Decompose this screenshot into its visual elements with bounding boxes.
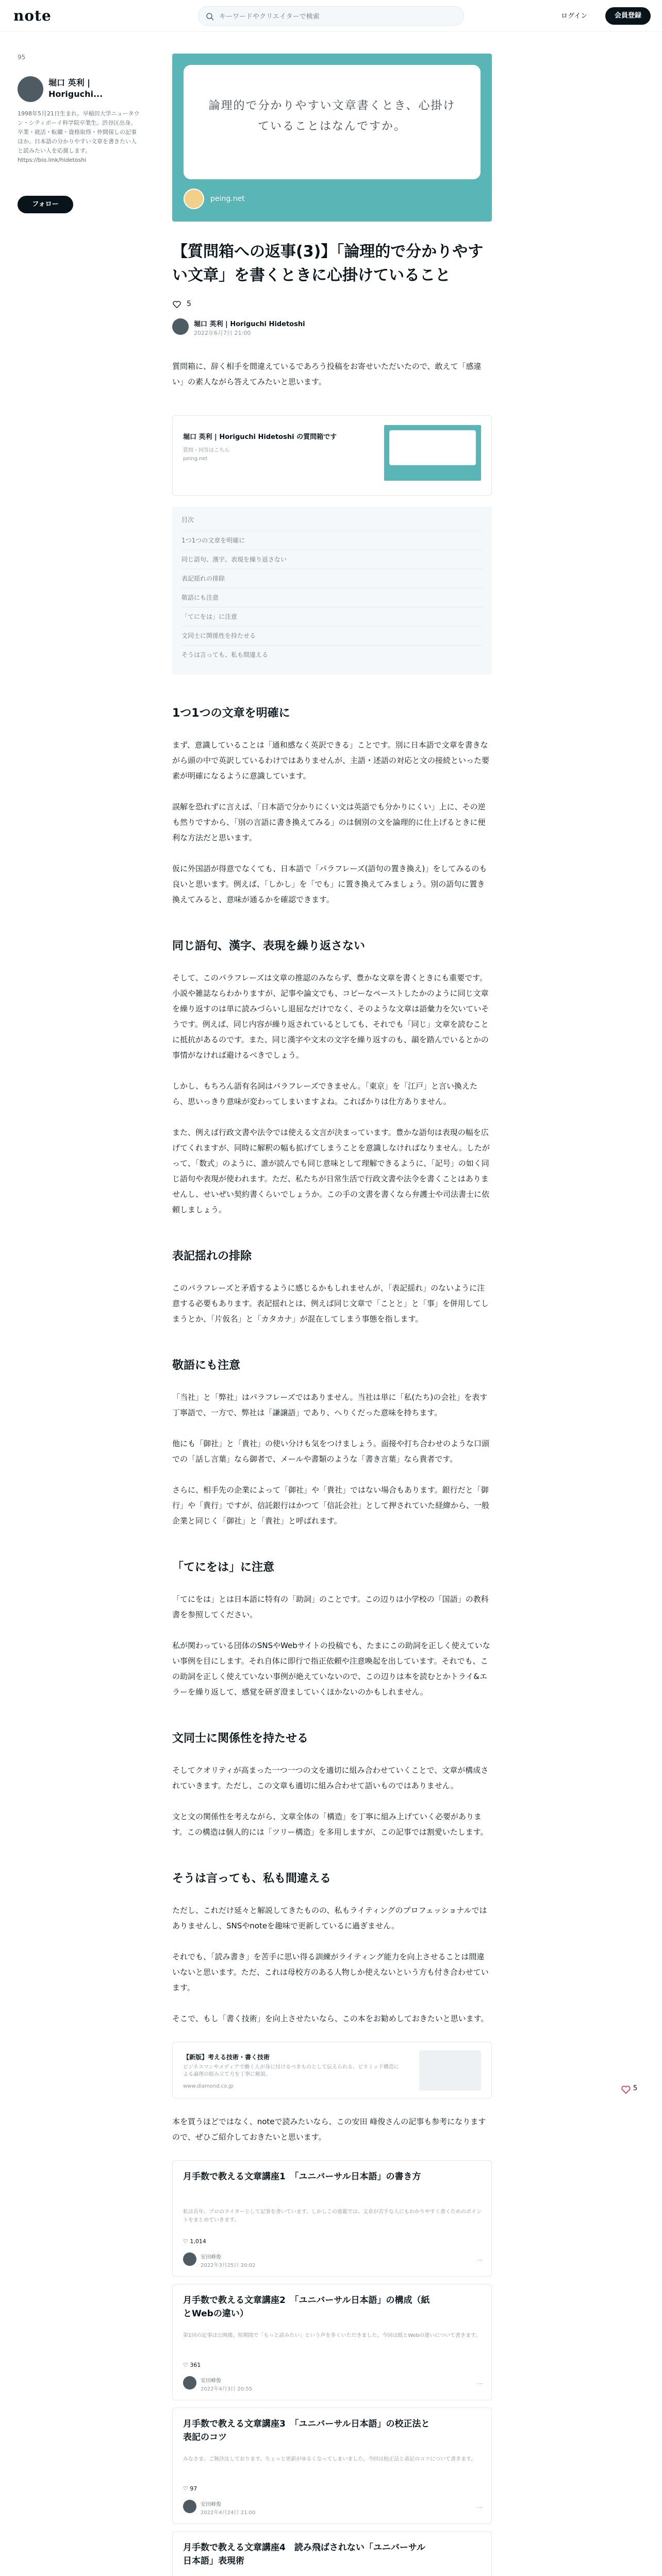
signup-button[interactable]: 会員登録 [605, 7, 651, 25]
table-of-contents [172, 507, 492, 674]
heart-icon[interactable] [172, 300, 181, 309]
author-sidebar [18, 54, 141, 208]
body-paragraph: 誤解を恐れずに言えば、「日本語で分かりにくい文は英語でも分かりにくい」上に、その逆も然りですから、「別の言語に書き換えてみる」のは個別の文を論理的に仕上げるときに便利な方法だと思います。 [172, 802, 486, 842]
note-card-title: 月手数で教える文章講座3 「ユニバーサル日本語」の校正法と表記のコツ [183, 2419, 430, 2443]
body-paragraph: そして、このパラフレーズは文章の推認のみならず、豊かな文章を書くときにも重要です。小説や雑誌ならわかりますが、記事や論文でも、コピーなペーストしたかのように同じ文章を繰り返すのは単に読みづらいし退屈なだけでなく、そのような文章は語彙力を欠いていそうです。例えば、同じ内容が繰り返されているとしても、それでも「同じ」文章を読むことに抵抗があるのです。また、同じ漢字や文末の文字を繰り返すのも、韻を踏んでいるとかの事情がなければ避けるべきでしょう。 [172, 973, 489, 1060]
body-paragraph: 本を買うほどではなく、noteで読みたいなら、この安田 峰俊さんの記事も参考になりますので、ぜひご紹介しておきたいと思います。 [172, 2117, 486, 2142]
sidebar-count: 95 [18, 54, 26, 61]
lead-paragraph: 質問箱に、辞く相手を間違えているであろう投稿をお寄せいただいたので、敢えて「感違い」の素人ながら答えてみたいと思います。 [172, 362, 482, 386]
toc-heading: 目次 [181, 516, 194, 523]
toc-item[interactable]: 文同士に関係性を持たせる [181, 626, 483, 645]
note-card-title: 月手数で教える文章講座2 「ユニバーサル日本語」の構成（紙とWebの違い） [183, 2295, 430, 2319]
body-paragraph: そこで、もし「書く技術」を向上させたいなら、この本をお勧めしておきたいと思います。 [172, 2014, 489, 2023]
body-paragraph: しかし、もちろん語有名詞はパラフレーズできません。「東京」を「江戸」と言い換えたら、思いっきり意味が変わってしまいますよね。こればかりは仕方ありません。 [172, 1081, 478, 1106]
body-paragraph: 私が関わっている団体のSNSやWebサイトの投稿でも、たまにこの助詞を正しく使えていない事例を目にします。それ自体に即行で指正依頼や注意喚起を出しています。それでも、この助詞を正しく使えていない事例が絶えていないので、この辺りは本を読むとかトライ&エラーを繰り返して、感覚を研ぎ澄ましていくほかないのかもしれません。 [172, 1641, 490, 1697]
search-icon [206, 12, 214, 21]
article-title: 【質問箱への返事(3)】「論理的で分かりやすい文章」を書くときに心掛けていること [172, 243, 484, 284]
embed-url: peing.net [183, 456, 208, 462]
article-main [172, 54, 492, 2576]
follow-button[interactable]: フォロー [18, 196, 73, 213]
note-card-avatar [183, 2500, 196, 2513]
book-card-desc: ビジネスマンやメディアで働く人が身に付けるべきものとして伝えられる、ピラミッド構造による論理の組み立て方を丁寧に解説。 [183, 2064, 399, 2077]
body-paragraph: 「当社」と「弊社」はパラフレーズではありません。当社は単に「私(たち)の会社」を表す丁寧語で、一方で、弊社は「謙譲語」であり、へりくだった意味を持ちます。 [172, 1393, 488, 1417]
login-link[interactable]: ログイン [561, 12, 588, 20]
embed-card[interactable] [172, 415, 492, 496]
body-paragraph: まず、意識していることは「通和感なく英訳できる」ことです。別に日本語で文章を書きながら頭の中で英訳しているわけではありませんが、主語・述語の対応と文の接続といった要素が明確になるように意識しています。 [172, 740, 490, 781]
hero-card-text: 論理的で分かりやすい文章書くとき、心掛けていることはなんですか。 [208, 99, 456, 133]
note-card-author: 安田峰俊 [201, 2255, 221, 2260]
embed-thumbnail [384, 425, 481, 481]
embedded-note-card[interactable] [172, 2160, 492, 2277]
more-icon[interactable]: ⋯ [477, 2504, 483, 2511]
floating-action-rail [621, 2083, 652, 2096]
book-card-image [419, 2050, 481, 2091]
toc-item[interactable]: 「てにをは」に注意 [181, 607, 483, 626]
hero-site: peing.net [210, 195, 245, 203]
publish-date: 2022年6月7日 21:00 [194, 330, 251, 336]
section-heading: 同じ語句、漢字、表現を繰り返さない [172, 940, 366, 953]
body-paragraph: それでも、「読み書き」を苦手に思い得る訓練がライティング能力を向上させることは間違いないと思います。ただ、これは母校方のある人物しか使えないという方も付き合わせています。 [172, 1952, 489, 1992]
note-card-avatar [183, 2376, 196, 2389]
body-paragraph: 他にも「御社」と「貴社」の使い分けも気をつけましょう。面接や打ち合わせのような口頭での「話し言葉」なら御者で、メールや書類のような「書き言葉」なら貴者です。 [172, 1439, 490, 1464]
author-avatar[interactable] [172, 318, 189, 335]
sidebar-author-name[interactable]: 堀口 英利 | Horiguchi... [48, 78, 103, 99]
note-card-likes: ♡ 97 [183, 2485, 197, 2492]
like-row [172, 299, 492, 310]
embed-desc: 質問・回答はこちら [183, 448, 229, 453]
top-bar [0, 0, 662, 32]
body-paragraph: 文と文の関係性を考えながら、文章全体の「構造」を丁寧に組み上げていく必要があります。この構造は個人的には「ツリー構造」を多用しますが、この記事では割愛いたします。 [172, 1812, 488, 1837]
embedded-note-card[interactable] [172, 2531, 492, 2576]
note-card-title: 月手数で教える文章講座4 読み飛ばされない「ユニバーサル日本語」表現術 [183, 2543, 425, 2566]
hero-avatar [184, 189, 204, 209]
note-logo[interactable]: note [13, 7, 52, 24]
note-card-desc: みなさま、ご無沙汰しております。ちょっと更新がゆるくなってしまいました。今回は校正法と表記のコツについて書きます。 [183, 2456, 476, 2462]
section-heading: 文同士に関係性を持たせる [172, 1732, 309, 1745]
body-paragraph: 仮に外国語が得意でなくても、日本語で「パラフレーズ(語句の置き換え)」をしてみるのも良いと思います。例えば、「しかし」を「でも」に置き換えてみましょう。別の語句に置き換えてみると、意味が通るかを確認できます。 [172, 864, 487, 904]
embedded-note-card[interactable] [172, 2408, 492, 2524]
note-card-date: 2022年3月25日 20:02 [201, 2263, 256, 2268]
section-heading: 表記揺れの排除 [172, 1250, 252, 1263]
note-card-date: 2022年4月3日 20:55 [201, 2386, 253, 2392]
body-paragraph: ただし、これだけ延々と解説してきたものの、私もライティングのプロフェッショナルではありませんし、SNSやnoteを趣味で更新しているに過ぎません。 [172, 1906, 487, 1930]
note-card-desc: 私は長年、プロのライターとして記事を書いています。しかしこの連載では、文章が苦手な人にもわかりやすく書くためのポイントをまとめていきます。 [183, 2209, 482, 2223]
body-paragraph: さらに、相手先の企業によって「御社」や「貴社」ではない場合もあります。銀行だと「御行」や「貴行」ですが、信託銀行はかつて「信託会社」として押されていた経緯から、一般企業と同じく「御社」と「貴社」と呼ばれます。 [172, 1485, 490, 1526]
toc-item[interactable]: 1つ1つの文章を明確に [181, 531, 483, 550]
search-box[interactable] [198, 6, 464, 26]
more-icon[interactable]: ⋯ [477, 2380, 483, 2387]
hero-card [184, 65, 481, 179]
note-card-date: 2022年4月24日 21:00 [201, 2510, 256, 2516]
toc-item[interactable]: 敬語にも注意 [181, 588, 483, 607]
section-heading: そうは言っても、私も間違える [172, 1872, 332, 1885]
embedded-note-card[interactable] [172, 2284, 492, 2400]
body-paragraph: このパラフレーズと矛盾するように感じるかもしれませんが、「表記揺れ」のないように注意する必要もあります。表記揺れとは、例えば同じ文章で「ことと」と「事」を併用してしまうとか、「片仮名」と「カタカナ」が混在してしまう事態を指します。 [172, 1283, 489, 1324]
body-paragraph: 「てにをは」とは日本語に特有の「助詞」のことです。この辺りは小学校の「国語」の教科書を参照してください。 [172, 1595, 489, 1619]
like-count: 5 [187, 300, 191, 308]
note-card-title: 月手数で教える文章講座1 「ユニバーサル日本語」の書き方 [183, 2172, 421, 2182]
avatar[interactable] [18, 76, 43, 102]
section-heading: 1つ1つの文章を明確に [172, 707, 290, 720]
note-card-author: 安田峰俊 [201, 2502, 221, 2507]
book-link-card[interactable] [172, 2042, 492, 2098]
book-card-title: 【新版】考える技術・書く技術 [183, 2054, 270, 2061]
section-heading: 敬語にも注意 [172, 1359, 241, 1372]
body-paragraph: また、例えば行政文書や法令では使える文言が決まっています。豊かな語句は表現の幅を広げてくれますが、同時に解釈の幅も拡げてしまうことを意識しなければなりません。したがって、「数式」のように、誰が読んでも同じ意味として理解できるように、「記号」の如く同じ語句や表現が使われます。ただ、私たちが日常生活で行政文書や法令を書くことはありませんし、せいぜい契約書くらいでしょうか。この手の文書を書くなら弁護士や司法書士に依頼しましょう。 [172, 1128, 490, 1214]
toc-item[interactable]: 表記揺れの排除 [181, 569, 483, 588]
toc-item[interactable]: 同じ語句、漢字、表現を繰り返さない [181, 550, 483, 569]
sidebar-bio: 1998年5月21日生まれ。早稲田大学ニュータウン・シティボーイ科学院卒業生。渋谷区出身。卒業・就活・転職・資格取得・仲間探しの記事ほか。日本語の分かりやすい文章を書きたい人と読みたい人を応援します。https://bio.link/hidetoshi [18, 110, 140, 163]
rail-like-count: 5 [633, 2084, 638, 2092]
toc-item[interactable]: そうは言っても、私も間違える [181, 645, 483, 664]
heart-icon[interactable] [621, 2084, 631, 2095]
search-input[interactable] [219, 11, 456, 22]
book-card-url: www.diamond.co.jp [183, 2083, 234, 2089]
note-card-likes: ♡ 361 [183, 2362, 201, 2368]
body-paragraph: そしてクオリティが高まった一つ一つの文を適切に組み合わせていくことで、文章が構成されていきます。ただし、この文章も適切に組み合わせて語いものではありません。 [172, 1766, 489, 1790]
embed-title: 堀口 英利 | Horiguchi Hidetoshi の質問箱です [183, 433, 337, 441]
author-name[interactable]: 堀口 英利 | Horiguchi Hidetoshi [194, 320, 305, 328]
note-card-desc: 第1回の記事は公開後、短期間で「もっと読みたい」という声を多くいただきました。今回は紙とWebの違いについて書きます。 [183, 2333, 481, 2338]
section-heading: 「てにをは」に注意 [172, 1561, 275, 1574]
more-icon[interactable]: ⋯ [477, 2257, 483, 2263]
note-card-author: 安田峰俊 [201, 2378, 221, 2384]
author-row [172, 317, 492, 338]
note-card-likes: ♡ 1,014 [183, 2238, 206, 2245]
hero-image [172, 54, 492, 222]
note-card-avatar [183, 2252, 196, 2266]
